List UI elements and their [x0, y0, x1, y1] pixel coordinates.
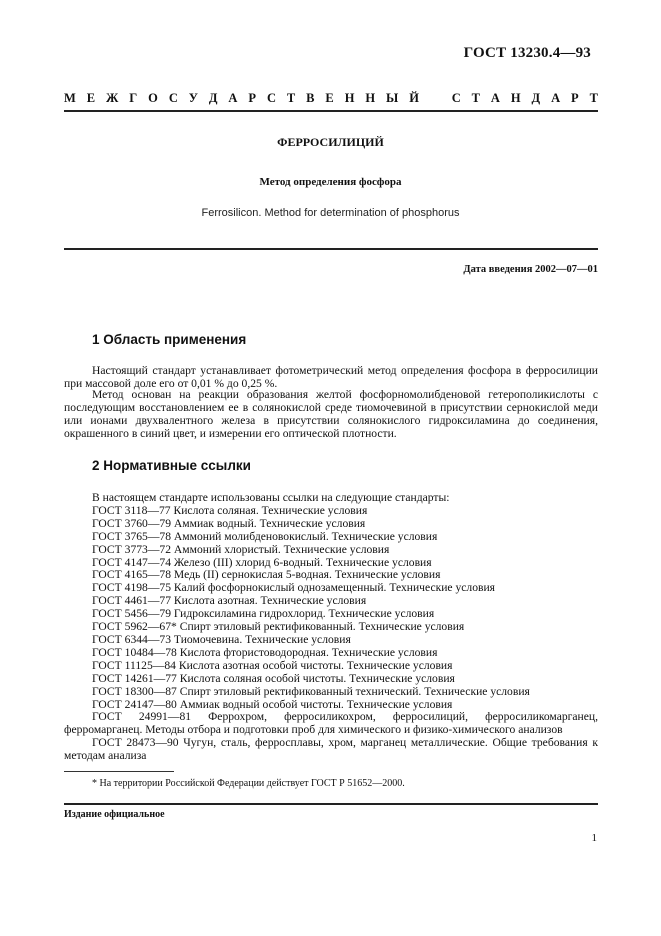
- document-subtitle: Метод определения фосфора: [259, 176, 402, 188]
- section-1-paragraph-1: [64, 365, 598, 391]
- letter: Е: [86, 91, 96, 105]
- footnote-rule: [64, 771, 174, 772]
- english-title: Ferrosilicon. Method for determination of phosphorus: [201, 207, 460, 219]
- top-rule: [64, 110, 598, 112]
- reference-item: ГОСТ 3760—79 Аммиак водный. Технические условия: [92, 516, 366, 530]
- letter: О: [148, 91, 158, 105]
- bottom-rule: [64, 803, 598, 805]
- date-of-introduction: Дата введения 2002—07—01: [463, 264, 598, 275]
- paragraph-text: Настоящий стандарт устанавливает фотометрический метод определения фосфора в ферросилиции при массовой доле его от 0,01 % до 0,25 %.: [64, 364, 598, 390]
- reference-item: ГОСТ 5456—79 Гидроксиламина гидрохлорид. Технические условия: [92, 607, 435, 621]
- letter: Й: [409, 91, 419, 105]
- letter: Т: [589, 91, 598, 105]
- section-1-heading: 1 Область применения: [92, 332, 247, 347]
- page-number: 1: [591, 832, 597, 844]
- letter: Ы: [386, 91, 399, 105]
- section-2-heading: 2 Нормативные ссылки: [92, 458, 251, 473]
- letter: Е: [325, 91, 334, 105]
- reference-item: ГОСТ 14261—77 Кислота соляная особой чистоты. Технические условия: [92, 671, 455, 685]
- letter: С: [168, 91, 178, 105]
- section-1-paragraph-2: [64, 389, 598, 441]
- reference-item: ГОСТ 5962—67* Спирт этиловый ректификованный. Технические условия: [92, 620, 465, 634]
- reference-item: ГОСТ 11125—84 Кислота азотная особой чистоты. Технические условия: [92, 658, 453, 672]
- letter: Н: [510, 91, 521, 105]
- standard-type-heading: [64, 91, 598, 106]
- reference-item: ГОСТ 6344—73 Тиомочевина. Технические условия: [92, 632, 351, 646]
- gost-code: ГОСТ 13230.4—93: [463, 45, 591, 61]
- letter: Д: [531, 91, 541, 105]
- letter: Н: [344, 91, 355, 105]
- reference-item: ГОСТ 18300—87 Спирт этиловый ректификованный технический. Технические условия: [92, 684, 530, 698]
- document-title: ФЕРРОСИЛИЦИЙ: [277, 135, 384, 149]
- letter: Д: [208, 91, 218, 105]
- references-intro: В настоящем стандарте использованы ссылки на следующие стандарты:: [92, 491, 450, 504]
- letter: А: [228, 91, 238, 105]
- letter: С: [266, 91, 276, 105]
- reference-item: ГОСТ 24147—80 Аммиак водный особой чистоты. Технические условия: [92, 697, 453, 711]
- letter: Р: [248, 91, 257, 105]
- letter: Г: [129, 91, 138, 105]
- letter: Ж: [106, 91, 119, 105]
- reference-item: ГОСТ 3773—72 Аммоний хлористый. Технические условия: [92, 542, 390, 556]
- letter: М: [64, 91, 76, 105]
- reference-item: ГОСТ 28473—90 Чугун, сталь, ферросплавы, хром, марганец металлические. Общие требования к методам анализа: [64, 736, 598, 763]
- letter: С: [451, 91, 461, 105]
- letter: А: [551, 91, 561, 105]
- reference-item: ГОСТ 4198—75 Калий фосфорнокислый однозамещенный. Технические условия: [92, 581, 496, 595]
- reference-item: ГОСТ 3118—77 Кислота соляная. Технические условия: [92, 503, 368, 517]
- letter: Т: [471, 91, 480, 105]
- letter: Р: [571, 91, 579, 105]
- reference-item: ГОСТ 24991—81 Феррохром, ферросиликохром, ферросилиций, ферросиликомарганец, ферромарганец. Методы отбора и подготовки проб для химического и физико-химического анализов: [64, 710, 598, 737]
- reference-item: ГОСТ 4147—74 Железо (III) хлорид 6-водный. Технические условия: [92, 555, 432, 569]
- reference-item: ГОСТ 3765—78 Аммоний молибденовокислый. Технические условия: [92, 529, 438, 543]
- paragraph-text: Метод основан на реакции образования желтой фосфорномолибденовой гетерополикислоты с последующим восстановлением ее в солянокислой среде тиомочевиной в присутствии сернокислой меди или ионами двухвалентного железа в присутствии солянокислого гидроксиламина до соединения, окрашенного в синий цвет, и измерении его оптической плотности.: [64, 388, 598, 440]
- footnote: * На территории Российской Федерации действует ГОСТ Р 51652—2000.: [92, 778, 405, 789]
- letter: У: [188, 91, 198, 105]
- letter: А: [490, 91, 500, 105]
- letter: Т: [286, 91, 296, 105]
- letter: Н: [365, 91, 376, 105]
- middle-rule: [64, 248, 598, 250]
- reference-item: ГОСТ 4461—77 Кислота азотная. Технические условия: [92, 594, 367, 608]
- letter: В: [306, 91, 315, 105]
- edition-label: Издание официальное: [64, 809, 165, 820]
- references-list: [64, 492, 598, 763]
- reference-item: ГОСТ 10484—78 Кислота фтористоводородная. Технические условия: [92, 645, 438, 659]
- reference-item: ГОСТ 4165—78 Медь (II) сернокислая 5-водная. Технические условия: [92, 568, 441, 582]
